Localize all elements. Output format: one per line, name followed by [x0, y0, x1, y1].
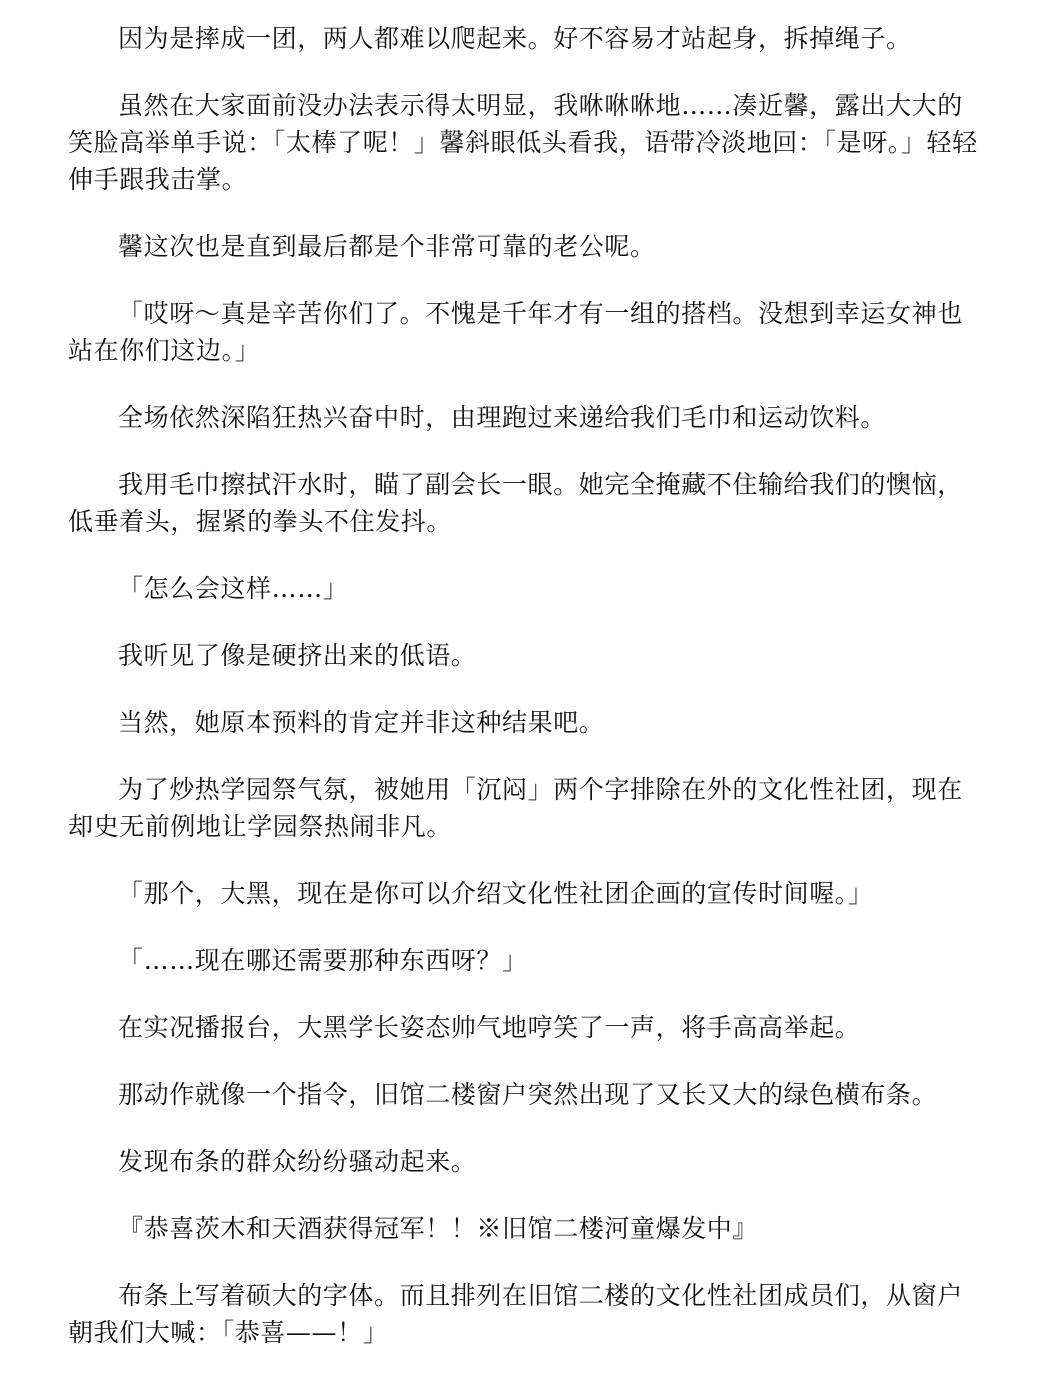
paragraph: 为了炒热学园祭气氛，被她用「沉闷」两个字排除在外的文化性社团，现在却史无前例地让学园祭热闹非凡。: [68, 775, 963, 841]
paragraph: 「……现在哪还需要那种东西呀？」: [118, 946, 528, 975]
paragraph: 当然，她原本预料的肯定并非这种结果吧。: [118, 708, 605, 737]
paragraph: 虽然在大家面前没办法表示得太明显，我咻咻咻地……凑近馨，露出大大的笑脸高举单手说：「太棒了呢！」馨斜眼低头看我，语带冷淡地回：「是呀。」轻轻伸手跟我击掌。: [68, 91, 978, 194]
paragraph: 全场依然深陷狂热兴奋中时，由理跑过来递给我们毛巾和运动饮料。: [118, 403, 887, 432]
paragraph: 布条上写着硕大的字体。而且排列在旧馆二楼的文化性社团成员们，从窗户朝我们大喊：「恭喜——！」: [68, 1281, 963, 1347]
paragraph: 『恭喜茨木和天酒获得冠军！！※旧馆二楼河童爆发中』: [118, 1214, 759, 1243]
paragraph: 发现布条的群众纷纷骚动起来。: [118, 1147, 477, 1176]
paragraph: 在实况播报台，大黑学长姿态帅气地哼笑了一声，将手高高举起。: [118, 1013, 861, 1042]
paragraph: 我听见了像是硬挤出来的低语。: [118, 641, 477, 670]
paragraph: 「哎呀～真是辛苦你们了。不愧是千年才有一组的搭档。没想到幸运女神也站在你们这边。」: [68, 299, 963, 365]
document-page: [68, 20, 978, 1381]
paragraph: 我用毛巾擦拭汗水时，瞄了副会长一眼。她完全掩藏不住输给我们的懊恼，低垂着头，握紧的拳头不住发抖。: [68, 470, 963, 536]
paragraph: 「那个，大黑，现在是你可以介绍文化性社团企画的宣传时间喔。」: [118, 879, 874, 908]
paragraph: 馨这次也是直到最后都是个非常可靠的老公呢。: [118, 232, 656, 261]
paragraph: 那动作就像一个指令，旧馆二楼窗户突然出现了又长又大的绿色横布条。: [118, 1080, 938, 1109]
paragraph: 「怎么会这样……」: [118, 574, 349, 603]
paragraph: 因为是摔成一团，两人都难以爬起来。好不容易才站起身，拆掉绳子。: [118, 24, 912, 53]
